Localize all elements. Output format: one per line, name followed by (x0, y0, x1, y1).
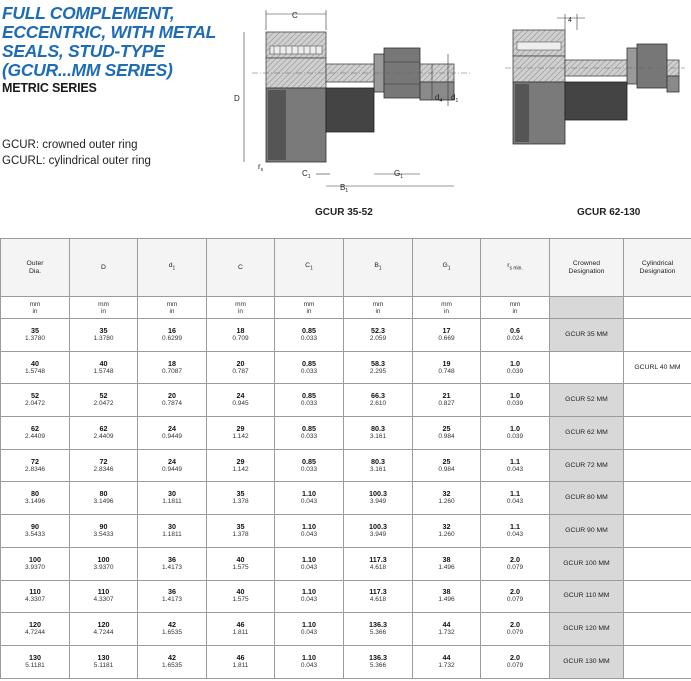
cell-b1: 52.3 2.059 (344, 319, 413, 352)
title-block (2, 4, 217, 96)
cell-d: 35 1.3780 (70, 319, 138, 352)
header-c1: $C_1$ (275, 239, 344, 297)
svg-text:rs (258, 162, 264, 173)
cell-c: 18 0.709 (207, 319, 275, 352)
cell-c: 24 0.945 (207, 384, 275, 417)
dim-label-d: D (234, 94, 240, 103)
header-outer-dia: Outer Dia. (1, 239, 70, 297)
needle-rollers (270, 46, 322, 54)
title-line-1: FULL COMPLEMENT, (2, 3, 175, 23)
cell-crowned-designation: GCUR 90 MM (550, 515, 624, 548)
cell-c1: 0.85 0.033 (275, 319, 344, 352)
cell-g1: 32 1.260 (413, 515, 481, 548)
cell-g1: 38 1.496 (413, 547, 481, 580)
cell-g1: 25 0.984 (413, 449, 481, 482)
cell-d: 52 2.0472 (70, 384, 138, 417)
cell-b1: 136.3 5.366 (344, 613, 413, 646)
cell-c: 29 1.142 (207, 449, 275, 482)
cell-d1: 18 0.7087 (138, 351, 207, 384)
cell-rs: 1.0 0.039 (481, 384, 550, 417)
cell-c: 29 1.142 (207, 417, 275, 450)
cell-b1: 117.3 4.618 (344, 580, 413, 613)
svg-text:d1 (451, 93, 458, 104)
cell-cylindrical-designation: GCURL 40 MM (624, 351, 691, 384)
cell-cylindrical-designation (624, 384, 691, 417)
cell-rs: 2.0 0.079 (481, 613, 550, 646)
dim-label-d1: d (451, 93, 456, 102)
cell-b1: 100.3 3.949 (344, 482, 413, 515)
header-crowned-designation: Crowned Designation (550, 239, 624, 297)
cell-outer: 72 2.8346 (1, 449, 70, 482)
cell-d1: 30 1.1811 (138, 482, 207, 515)
svg-text:B1 (340, 183, 348, 194)
dim-label-g1: G (394, 169, 401, 178)
cell-d: 72 2.8346 (70, 449, 138, 482)
cell-d: 40 1.5748 (70, 351, 138, 384)
series-label: METRIC SERIES (2, 81, 97, 95)
dim-label-b1-sub: 1 (345, 188, 349, 194)
cell-b1: 58.3 2.295 (344, 351, 413, 384)
cell-c: 40 1.575 (207, 580, 275, 613)
cell-d1: 42 1.6535 (138, 613, 207, 646)
caption-gcur-35-52: GCUR 35-52 (315, 207, 373, 218)
cell-c: 20 0.787 (207, 351, 275, 384)
table-row (1, 319, 691, 352)
header-c: C (207, 239, 275, 297)
cell-rs: 1.1 0.043 (481, 515, 550, 548)
cell-crowned-designation: GCUR 52 MM (550, 384, 624, 417)
description-crowned: GCUR: crowned outer ring (2, 139, 138, 151)
cell-rs: 1.1 0.043 (481, 482, 550, 515)
cell-c1: 0.85 0.033 (275, 417, 344, 450)
table-row (1, 547, 691, 580)
cell-g1: 19 0.748 (413, 351, 481, 384)
header-d1: $d_1$ (138, 239, 207, 297)
caption-gcur-62-130: GCUR 62-130 (577, 207, 641, 218)
dim-label-c1-sub: 1 (307, 174, 311, 180)
cell-d: 130 5.1181 (70, 645, 138, 678)
cell-rs: 1.0 0.039 (481, 417, 550, 450)
cell-c1: 1.10 0.043 (275, 580, 344, 613)
cell-d1: 16 0.6299 (138, 319, 207, 352)
dim-label-4: 4 (568, 17, 572, 24)
header-row (1, 239, 691, 297)
dim-label-b1: B (340, 183, 346, 192)
cell-d: 62 2.4409 (70, 417, 138, 450)
cell-b1: 80.3 3.161 (344, 449, 413, 482)
cell-rs: 2.0 0.079 (481, 547, 550, 580)
cell-outer: 110 4.3307 (1, 580, 70, 613)
cell-crowned-designation: GCUR 110 MM (550, 580, 624, 613)
cell-outer: 100 3.9370 (1, 547, 70, 580)
cell-d: 110 4.3307 (70, 580, 138, 613)
cell-crowned-designation: GCUR 100 MM (550, 547, 624, 580)
dim-label-g1-sub: 1 (400, 174, 404, 180)
cell-d: 100 3.9370 (70, 547, 138, 580)
dim-label-c1: C (302, 169, 308, 178)
cell-b1: 136.3 5.366 (344, 645, 413, 678)
cell-cylindrical-designation (624, 417, 691, 450)
cell-d1: 36 1.4173 (138, 547, 207, 580)
cell-b1: 80.3 3.161 (344, 417, 413, 450)
header-g1: $G_1$ (413, 239, 481, 297)
cell-g1: 17 0.669 (413, 319, 481, 352)
svg-text:G1 (394, 169, 403, 180)
cell-c1: 1.10 0.043 (275, 613, 344, 646)
cell-crowned-designation: GCUR 62 MM (550, 417, 624, 450)
cell-g1: 38 1.496 (413, 580, 481, 613)
cell-crowned-designation: GCUR 80 MM (550, 482, 624, 515)
cell-d: 90 3.5433 (70, 515, 138, 548)
cell-g1: 25 0.984 (413, 417, 481, 450)
cell-c1: 0.85 0.033 (275, 351, 344, 384)
cell-c1: 1.10 0.043 (275, 515, 344, 548)
cell-c1: 1.10 0.043 (275, 482, 344, 515)
cell-c: 35 1.378 (207, 482, 275, 515)
units-row: mm in mm in mm in mm in mm in mm in mm in mm in (1, 297, 691, 319)
cell-d1: 20 0.7874 (138, 384, 207, 417)
dim-label-c: C (292, 11, 298, 20)
cell-rs: 1.1 0.043 (481, 449, 550, 482)
cell-g1: 44 1.732 (413, 645, 481, 678)
header-rs-min: $r_{s min.}$ (481, 239, 550, 297)
cell-cylindrical-designation (624, 547, 691, 580)
table-row (1, 515, 691, 548)
drawing-gcur-35-52 (232, 6, 482, 196)
drawing-gcur-62-130 (505, 8, 685, 148)
spec-table (0, 238, 691, 679)
table-row (1, 645, 691, 678)
cell-outer: 35 1.3780 (1, 319, 70, 352)
svg-text:C1 (302, 169, 311, 180)
cell-d1: 30 1.1811 (138, 515, 207, 548)
title-line-3: SEALS, STUD-TYPE (2, 41, 165, 61)
cell-crowned-designation (550, 351, 624, 384)
dim-label-rs: r (258, 162, 261, 171)
cell-d: 80 3.1496 (70, 482, 138, 515)
cell-c: 40 1.575 (207, 547, 275, 580)
cell-crowned-designation: GCUR 120 MM (550, 613, 624, 646)
cell-outer: 80 3.1496 (1, 482, 70, 515)
table-row (1, 417, 691, 450)
description-cylindrical: GCURL: cylindrical outer ring (2, 155, 151, 167)
title-line-4: (GCUR...MM SERIES) (2, 60, 173, 80)
cell-cylindrical-designation (624, 580, 691, 613)
cell-crowned-designation: GCUR 72 MM (550, 449, 624, 482)
cell-crowned-designation: GCUR 35 MM (550, 319, 624, 352)
cell-rs: 2.0 0.079 (481, 580, 550, 613)
cell-cylindrical-designation (624, 482, 691, 515)
cell-rs: 0.6 0.024 (481, 319, 550, 352)
cell-b1: 100.3 3.949 (344, 515, 413, 548)
cell-d1: 42 1.6535 (138, 645, 207, 678)
title-line-2: ECCENTRIC, WITH METAL (2, 22, 217, 42)
cell-crowned-designation: GCUR 130 MM (550, 645, 624, 678)
table-row (1, 384, 691, 417)
cell-outer: 62 2.4409 (1, 417, 70, 450)
cell-g1: 32 1.260 (413, 482, 481, 515)
cell-b1: 66.3 2.610 (344, 384, 413, 417)
cell-cylindrical-designation (624, 449, 691, 482)
cell-outer: 90 3.5433 (1, 515, 70, 548)
cell-d1: 24 0.9449 (138, 449, 207, 482)
table-row (1, 449, 691, 482)
cell-d1: 24 0.9449 (138, 417, 207, 450)
cell-outer: 130 5.1181 (1, 645, 70, 678)
cell-c: 35 1.378 (207, 515, 275, 548)
cell-outer: 40 1.5748 (1, 351, 70, 384)
header-cylindrical-designation: Cylindrical Designation (624, 239, 691, 297)
cell-rs: 2.0 0.079 (481, 645, 550, 678)
table-row (1, 351, 691, 384)
cell-outer: 52 2.0472 (1, 384, 70, 417)
dim-label-rs-sub: s (260, 167, 264, 173)
table-row (1, 580, 691, 613)
cell-c1: 0.85 0.033 (275, 384, 344, 417)
cell-rs: 1.0 0.039 (481, 351, 550, 384)
cell-c1: 1.10 0.043 (275, 547, 344, 580)
cell-c: 46 1.811 (207, 645, 275, 678)
cell-cylindrical-designation (624, 645, 691, 678)
cell-c: 46 1.811 (207, 613, 275, 646)
cell-b1: 117.3 4.618 (344, 547, 413, 580)
dim-label-d4: d (435, 93, 440, 102)
cell-cylindrical-designation (624, 613, 691, 646)
cell-outer: 120 4.7244 (1, 613, 70, 646)
cell-cylindrical-designation (624, 319, 691, 352)
cell-c1: 1.10 0.043 (275, 645, 344, 678)
header-d: D (70, 239, 138, 297)
table-row (1, 613, 691, 646)
dim-label-d1-sub: 1 (455, 98, 459, 104)
cell-g1: 44 1.732 (413, 613, 481, 646)
cell-d1: 36 1.4173 (138, 580, 207, 613)
cell-c1: 0.85 0.033 (275, 449, 344, 482)
dim-label-d4-sub: 4 (439, 98, 443, 104)
header-b1: $B_1$ (344, 239, 413, 297)
table-row (1, 482, 691, 515)
cell-d: 120 4.7244 (70, 613, 138, 646)
cell-g1: 21 0.827 (413, 384, 481, 417)
cell-cylindrical-designation (624, 515, 691, 548)
